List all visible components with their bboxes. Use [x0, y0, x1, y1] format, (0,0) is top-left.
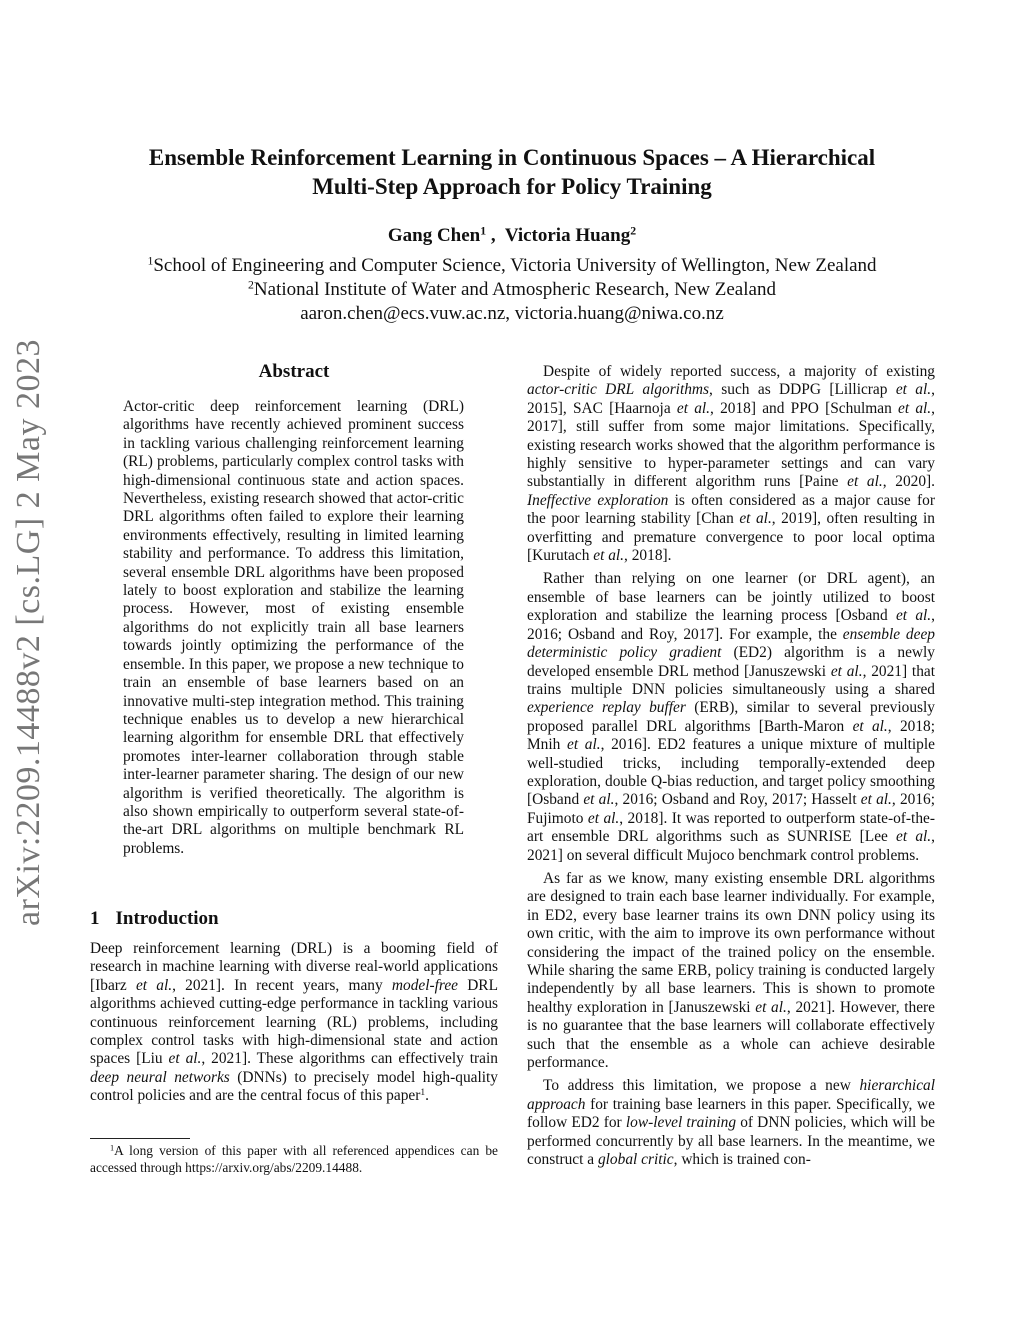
- text-run: , 2016; Osband and Roy, 2017]. For example, the: [527, 607, 935, 643]
- emphasis: et al.: [755, 998, 787, 1016]
- affiliation-2: [60, 278, 964, 302]
- text-run: , 2021]. In recent years, many: [172, 976, 392, 994]
- text-run: (ED2) algorithm is a newly developed ensemble DRL method [Januszewski: [527, 644, 935, 680]
- footnote-1: [90, 1143, 498, 1176]
- text-run: Rather than relying on one learner (or DRL agent), an ensemble of base learners can be jointly utilized to boost exploration and stabilize the learning process [Osband: [527, 570, 935, 625]
- right-column: [527, 363, 935, 1174]
- section-number: 1: [90, 908, 100, 929]
- emphasis: et al.: [587, 809, 620, 827]
- emphasis: low-level training: [625, 1114, 737, 1132]
- section-heading-introduction: [90, 908, 219, 930]
- text-run: , 2021] that trains multiple DNN policies simultaneously using a shared: [527, 662, 936, 698]
- arxiv-identifier-stamp: arXiv:2209.14488v2 [cs.LG] 2 May 2023: [10, 339, 47, 926]
- title-line-2: Multi-Step Approach for Policy Training: [312, 174, 712, 199]
- author-name: Gang Chen: [387, 225, 481, 246]
- body-paragraph: [527, 570, 935, 865]
- emphasis: experience replay buffer: [527, 699, 686, 717]
- affiliation-1: [60, 254, 964, 278]
- emphasis: deep neural networks: [90, 1068, 230, 1086]
- body-paragraph: [527, 363, 935, 565]
- emphasis: et al.: [135, 976, 173, 994]
- text-run: , 2018].: [624, 547, 672, 565]
- abstract-heading: Abstract: [258, 361, 330, 382]
- text-run: , 2018] and PPO [Schulman: [710, 399, 898, 417]
- emphasis: model-free: [391, 976, 458, 994]
- text-run: of DNN policies, which will be performed concurrently by all base learners. In the meantime, we construct a: [527, 1114, 935, 1169]
- emphasis: et al.: [860, 791, 892, 809]
- text-run: is often considered as a major cause for the poor learning stability [Chan: [527, 491, 935, 528]
- text-run: Deep reinforcement learning (DRL) is a booming field of research in machine learning with diverse real-world applications [Ibarz: [90, 940, 498, 994]
- affiliation-text: School of Engineering and Computer Science, Victoria University of Wellington, New Zealand: [153, 255, 877, 276]
- emphasis: et al.: [847, 473, 883, 491]
- author-list: [100, 224, 924, 248]
- text-run: for training base learners in this paper. Specifically, we follow ED2 for: [527, 1095, 935, 1132]
- text-run: , 2015], SAC [Haarnoja: [527, 381, 935, 417]
- author-separator: ,: [486, 225, 505, 246]
- emphasis: et al.: [895, 607, 932, 625]
- emphasis: hierarchical approach: [527, 1077, 935, 1113]
- emphasis: et al.: [830, 662, 863, 680]
- emphasis: et al.: [895, 381, 932, 399]
- text-run: , 2020].: [882, 473, 936, 491]
- emphasis: et al.: [852, 717, 888, 735]
- footnote-text: A long version of this paper with all referenced appendices can be accessed through https://arxiv.org/abs/2209.14488.: [90, 1143, 498, 1175]
- footnote-rule: [90, 1138, 190, 1139]
- text-run: , 2018; Mnih: [527, 717, 935, 754]
- affiliation-mark: 2: [248, 278, 254, 292]
- text-run: , 2021] on several difficult Mujoco benchmark control problems.: [527, 828, 935, 864]
- text-run: , 2019], often resulting in overfitting and premature convergence to poor local optima [Kurutach: [527, 510, 935, 565]
- emphasis: et al.: [583, 791, 615, 809]
- text-run: , 2021]. However, there is no guarantee that the base learners will collaborate effectively such that the ensemble as a whole can achieve desirable performance.: [527, 998, 935, 1072]
- title-line-1: Ensemble Reinforcement Learning in Continuous Spaces – A Hierarchical: [148, 145, 876, 170]
- text-run: , 2016]. ED2 features a unique mixture of multiple well-studied tricks, including temporally-extended deep exploration, double Q-bias reduction, and target policy smoothing [Osband: [527, 736, 935, 809]
- affiliation-mark: 1: [147, 254, 154, 268]
- emphasis: Ineffective exploration: [527, 491, 669, 509]
- emphasis: et al.: [739, 510, 772, 528]
- body-paragraph: [527, 1077, 935, 1169]
- text-run: To address this limitation, we propose a new: [543, 1077, 860, 1095]
- emphasis: et al.: [898, 399, 932, 417]
- emphasis: et al.: [676, 399, 711, 417]
- emphasis: global critic: [597, 1151, 674, 1169]
- emphasis: et al.: [593, 547, 625, 565]
- text-run: , such as DDPG [Lillicrap: [709, 381, 896, 399]
- text-run: As far as we know, many existing ensemble DRL algorithms are designed to train each base learner individually. For example, in ED2, every base learner trains its own DNN policy using its own critic, with the aim to improve its own performance without considering the impact of the trained policy on the ensemble. While sharing the same ERB, policy training is conducted largely independently by all base learners. This is shown to promote healthy exploration in [Januszewski: [527, 869, 935, 1016]
- emphasis: et al.: [567, 736, 601, 754]
- text-run: (DNNs) to precisely model high-quality control policies and are the central focus of this paper: [90, 1068, 498, 1105]
- emphasis: actor-critic DRL algorithms: [527, 381, 710, 399]
- text-run: DRL algorithms achieved cutting-edge performance in tackling various continuous reinforcement learning (RL) problems, including complex control tasks with high-dimensional state and action spaces [Liu: [90, 976, 498, 1068]
- author-emails: aaron.chen@ecs.vuw.ac.nz, victoria.huang@niwa.co.nz: [300, 303, 724, 324]
- author-affiliation-mark: 2: [630, 224, 637, 238]
- text-run: , 2018]. It was reported to outperform state-of-the-art ensemble DRL algorithms such as SUNRISE [Lee: [527, 809, 935, 846]
- text-run: , 2016; Osband and Roy, 2017; Hasselt: [614, 791, 861, 809]
- text-run: (ERB), similar to several previously proposed parallel DRL algorithms [Barth-Maron: [527, 699, 935, 735]
- text-run: , 2017], still suffer from some major limitations. Specifically, existing research works showed that the algorithm performance is highly sensitive to hyper-parameter settings and can vary substantially in different algorithm runs [Paine: [527, 399, 936, 491]
- introduction-paragraph-1: [90, 940, 498, 1106]
- text-run: , 2021]. These algorithms can effectively train: [201, 1050, 498, 1068]
- footnote-mark: 1: [420, 1087, 426, 1098]
- author-name: Victoria Huang: [504, 225, 631, 246]
- affiliation-text: National Institute of Water and Atmospheric Research, New Zealand: [253, 279, 776, 300]
- emphasis: et al.: [168, 1050, 202, 1068]
- emphasis: ensemble deep deterministic policy gradient: [527, 625, 935, 662]
- footnote-mark: 1: [110, 1143, 115, 1153]
- section-title: Introduction: [115, 908, 219, 929]
- emphasis: et al.: [896, 828, 932, 846]
- author-affiliation-mark: 1: [480, 224, 487, 238]
- text-run: , 2016; Fujimoto: [527, 791, 936, 827]
- body-paragraph: [527, 870, 935, 1072]
- text-run: Despite of widely reported success, a majority of existing: [543, 363, 935, 380]
- text-run: , which is trained con-: [673, 1151, 811, 1169]
- text-run: .: [425, 1087, 429, 1105]
- abstract-body: Actor-critic deep reinforcement learning (DRL) algorithms have recently achieved prominent success in tackling various challenging reinforcement learning (RL) problems, particularly complex control tasks with high-dimensional continuous state and action spaces. Nevertheless, existing research showed that actor-critic DRL algorithms often failed to explore their learning environments effectively, resulting in limited learning stability and performance. To address this limitation, several ensemble DRL algorithms have been proposed lately to boost exploration and stabilize the learning process. However, most of existing ensemble algorithms do not explicitly train all base learners towards jointly optimizing the performance of the ensemble. In this paper, we propose a new technique to train an ensemble of base learners based on an innovative multi-step integration method. This training technique enables us to develop a new hierarchical learning algorithm for ensemble DRL that effectively promotes inter-learner collaboration through stable inter-learner parameter sharing. The design of our new algorithm is verified theoretically. The algorithm is also shown empirically to outperform several state-of-the-art DRL algorithms on multiple benchmark RL problems.: [123, 398, 464, 857]
- paper-title: [100, 143, 924, 201]
